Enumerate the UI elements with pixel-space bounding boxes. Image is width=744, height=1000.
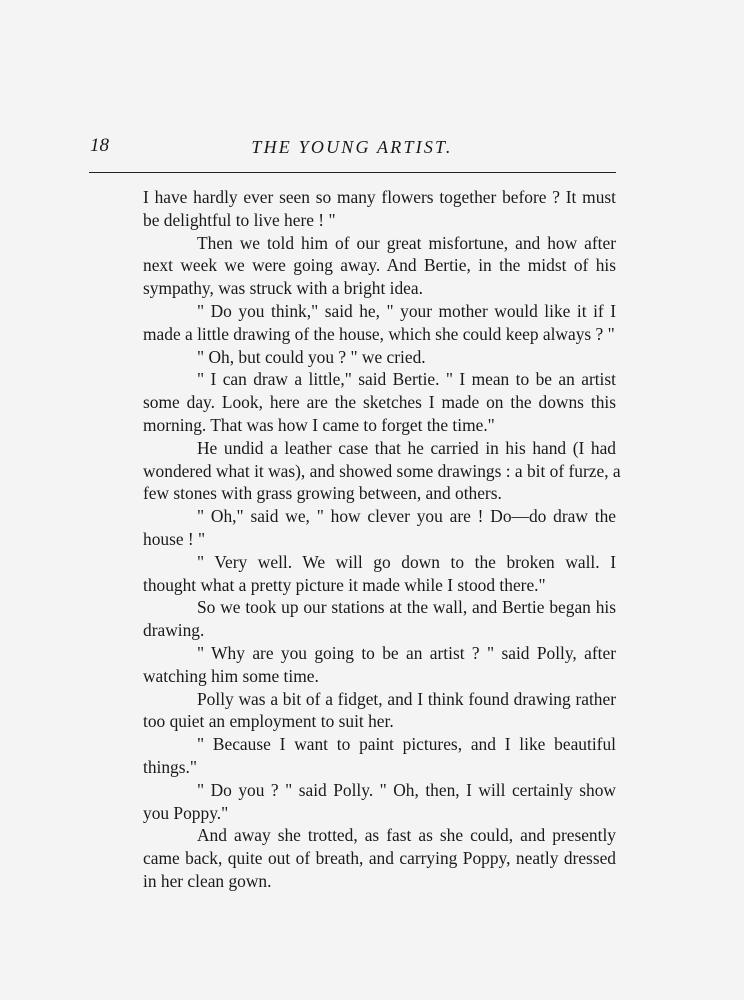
paragraph xyxy=(89,505,616,551)
text-line: " Do you think," said he, " your mother would like it if I xyxy=(197,300,616,321)
text-line: things." xyxy=(143,756,197,777)
text-line: sympathy, was struck with a bright idea. xyxy=(143,278,423,299)
text-line: some day. Look, here are the sketches I made on the downs this xyxy=(143,392,616,413)
paragraph xyxy=(89,346,616,369)
paragraph xyxy=(89,368,616,436)
text-line: made a little drawing of the house, which she could keep always ? " xyxy=(143,323,615,344)
text-line: I have hardly ever seen so many flowers together before ? It must xyxy=(143,187,616,207)
body-text xyxy=(89,186,621,893)
paragraph xyxy=(89,596,616,642)
text-line: " Very well. We will go down to the broken wall. I xyxy=(197,551,616,572)
text-line: So we took up our stations at the wall, and Bertie began his xyxy=(197,597,616,618)
text-line: " Do you ? " said Polly. " Oh, then, I will certainly show xyxy=(197,779,616,800)
text-line: came back, quite out of breath, and carrying Poppy, neatly dressed xyxy=(143,848,616,869)
paragraph xyxy=(89,437,621,505)
text-line: " Because I want to paint pictures, and I like beautiful xyxy=(197,734,616,755)
paragraph xyxy=(89,779,616,825)
paragraph xyxy=(89,733,616,779)
text-line: drawing. xyxy=(143,620,205,641)
text-line: Then we told him of our great misfortune, and how after xyxy=(197,232,616,253)
text-line: wondered what it was), and showed some drawings : a bit of furze, a xyxy=(143,460,621,481)
page-header xyxy=(88,135,616,163)
text-line: thought what a pretty picture it made while I stood there." xyxy=(143,574,546,595)
header-rule xyxy=(89,172,616,173)
text-line: too quiet an employment to suit her. xyxy=(143,711,394,732)
text-line: be delightful to live here ! " xyxy=(143,209,336,230)
paragraph xyxy=(89,232,616,300)
paragraph xyxy=(89,186,616,232)
text-line: next week we were going away. And Bertie, in the midst of his xyxy=(143,255,616,276)
text-line: you Poppy." xyxy=(143,802,229,823)
text-line: watching him some time. xyxy=(143,665,319,686)
paragraph xyxy=(89,300,616,346)
paragraph xyxy=(89,642,616,688)
running-title: THE YOUNG ARTIST. xyxy=(251,137,453,157)
text-line: " Oh," said we, " how clever you are ! Do—do draw the xyxy=(197,506,616,527)
paragraph xyxy=(89,688,616,734)
page-number: 18 xyxy=(90,135,109,156)
text-line: And away she trotted, as fast as she could, and presently xyxy=(197,825,616,846)
text-line: few stones with grass growing between, and others. xyxy=(143,483,502,504)
text-line: Polly was a bit of a fidget, and I think found drawing rather xyxy=(197,688,616,709)
text-line: " Why are you going to be an artist ? " said Polly, after xyxy=(197,642,616,663)
paragraph xyxy=(89,824,616,892)
paragraph xyxy=(89,551,616,597)
text-line: " I can draw a little," said Bertie. " I mean to be an artist xyxy=(197,369,616,390)
text-line: morning. That was how I came to forget the time." xyxy=(143,414,495,435)
text-line: in her clean gown. xyxy=(143,870,272,891)
text-line: He undid a leather case that he carried in his hand (I had xyxy=(197,437,616,458)
text-line: " Oh, but could you ? " we cried. xyxy=(197,346,426,367)
text-line: house ! " xyxy=(143,528,206,549)
